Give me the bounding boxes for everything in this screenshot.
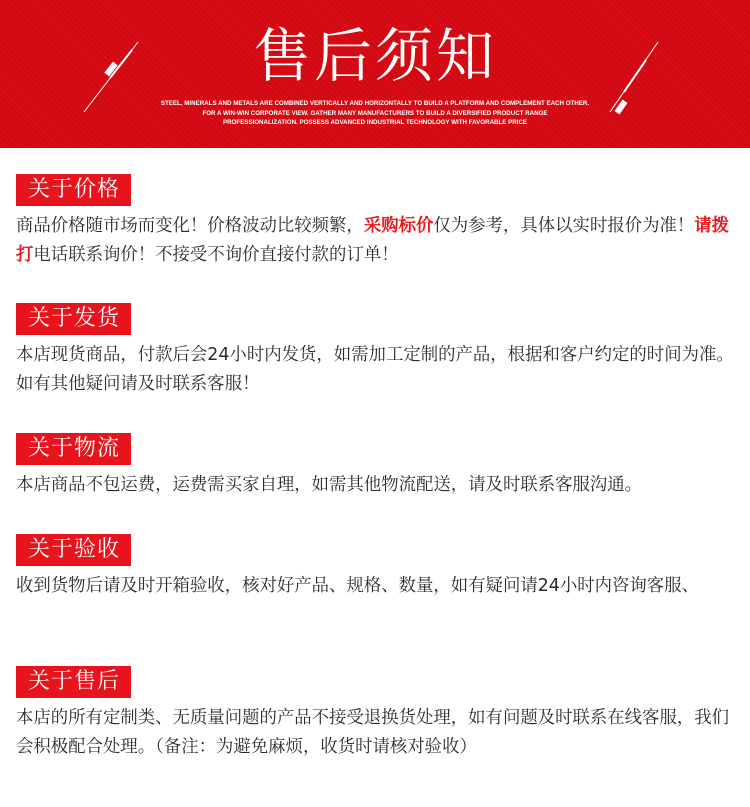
section-heading-inspection: 关于验收 <box>16 534 131 566</box>
section-heading-shipping: 关于发货 <box>16 303 131 335</box>
banner-title: 售后须知 <box>252 22 497 90</box>
price-text-part: 商品价格随市场而变化！价格波动比较频繁， <box>16 216 364 236</box>
banner-subtitle-line: PROFESSIONALIZATION. POSSESS ADVANCED INDUSTRIAL TECHNOLOGY WITH FAVORABLE PRICE <box>222 119 528 126</box>
banner-subtitle-line: STEEL, MINERALS AND METALS ARE COMBINED VERTICALLY AND HORIZONTALLY TO BUILD A PLATFORM AND COMPLEMENT EACH OTHER. <box>160 100 590 107</box>
section-heading-after-sales: 关于售后 <box>16 666 131 698</box>
banner-subtitle-line: FOR A WIN-WIN CORPORATE VIEW. GATHER MANY MANUFACTURERS TO BUILD A DIVERSIFIED PRODUCT RANGE <box>202 109 548 117</box>
section-heading-price: 关于价格 <box>16 174 131 206</box>
price-text-part: 电话联系询价！不接受不询价直接付款的订单！ <box>33 245 399 265</box>
section-body-logistics: 本店商品不包运费，运费需买家自理，如需其他物流配送，请及时联系客服沟通。 <box>16 475 643 495</box>
price-text-part: 仅为参考，具体以实时报价为准！ <box>433 216 695 236</box>
header-banner <box>0 0 750 148</box>
price-highlight-call: 请拨打 <box>16 216 730 265</box>
section-body-shipping: 本店现货商品，付款后会24小时内发货，如需加工定制的产品，根据和客户约定的时间为准。如有其他疑问请及时联系客服！ <box>16 345 734 394</box>
section-heading-logistics: 关于物流 <box>16 433 131 465</box>
section-body-price <box>16 212 742 270</box>
section-body-after-sales: 本店的所有定制类、无质量问题的产品不接受退换货处理，如有问题及时联系在线客服，我们会积极配合处理。（备注：为避免麻烦，收货时请核对验收） <box>16 708 730 757</box>
banner-subtitle <box>150 99 600 128</box>
price-highlight-list-price: 采购标价 <box>363 216 434 236</box>
section-body-inspection: 收到货物后请及时开箱验收，核对好产品、规格、数量，如有疑问请24小时内咨询客服、 <box>16 576 699 596</box>
